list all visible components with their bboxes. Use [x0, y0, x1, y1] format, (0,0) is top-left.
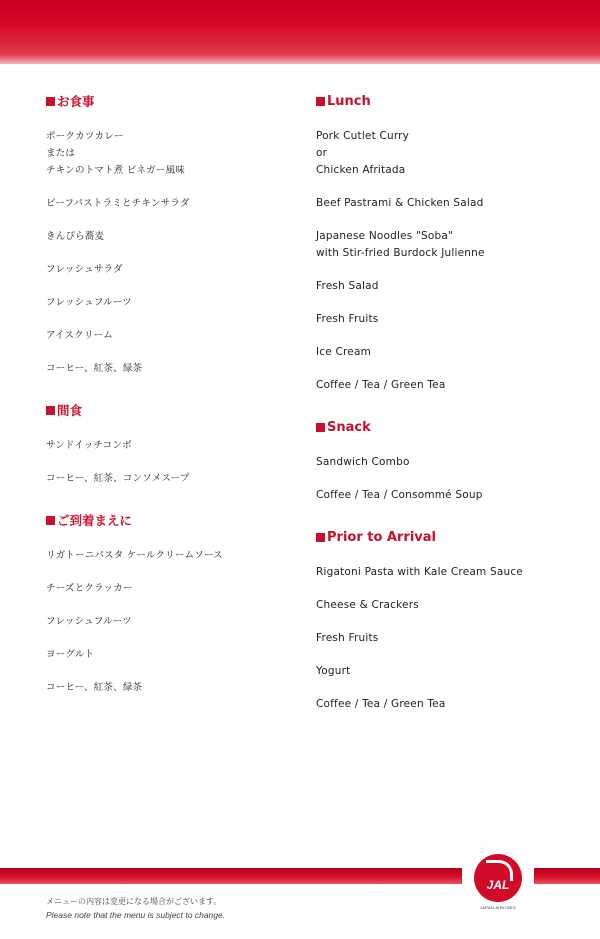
japanese-menu-column	[46, 92, 296, 720]
menu-item-line: Sandwich Combo	[316, 456, 410, 468]
section-title: Lunch	[327, 93, 371, 109]
section-heading	[46, 92, 296, 110]
menu-item	[46, 470, 296, 487]
section-title: ご到着まえに	[57, 513, 133, 528]
footer-note-en: Please note that the menu is subject to change.	[46, 910, 226, 920]
menu-item-line: Chicken Afritada	[316, 164, 406, 176]
section-title: お食事	[57, 94, 95, 109]
crane-icon	[486, 860, 513, 881]
square-bullet-icon	[46, 97, 55, 106]
menu-item-line: with Stir-fried Burdock Julienne	[316, 247, 485, 259]
menu-item-line: Yogurt	[316, 665, 351, 677]
menu-item-line: チキンのトマト煮 ビネガー風味	[46, 165, 185, 176]
menu-section	[46, 401, 296, 487]
menu-item-line: チーズとクラッカー	[46, 583, 133, 594]
menu-item-line: フレッシュフルーツ	[46, 616, 132, 627]
menu-item-line: ポークカツカレー	[46, 131, 124, 142]
menu-section	[316, 418, 586, 504]
square-bullet-icon	[316, 533, 325, 542]
crane-circle-icon	[474, 854, 522, 902]
menu-item-line: ヨーグルト	[46, 649, 95, 660]
menu-item	[316, 630, 586, 647]
menu-item	[46, 580, 296, 597]
english-menu-column	[316, 92, 586, 737]
section-heading	[316, 418, 586, 436]
section-heading	[46, 401, 296, 419]
jal-logo	[462, 850, 534, 920]
section-title: 間食	[57, 403, 83, 418]
menu-item-line: Japanese Noodles "Soba"	[316, 230, 454, 242]
menu-item-line: サンドイッチコンボ	[46, 440, 132, 451]
menu-item-line: Pork Cutlet Curry	[316, 130, 410, 142]
section-heading	[46, 511, 296, 529]
menu-item	[316, 195, 586, 212]
menu-item	[316, 344, 586, 361]
menu-item	[46, 679, 296, 696]
menu-item-line: コーヒー、紅茶、緑茶	[46, 363, 143, 374]
menu-section	[316, 528, 586, 713]
top-red-band	[0, 0, 600, 64]
menu-item	[46, 327, 296, 344]
menu-item-line: Rigatoni Pasta with Kale Cream Sauce	[316, 566, 523, 578]
section-title: Prior to Arrival	[327, 529, 436, 545]
menu-item	[316, 696, 586, 713]
menu-item	[46, 646, 296, 663]
menu-item-line: リガトーニパスタ ケールクリームソース	[46, 550, 223, 561]
menu-item	[316, 228, 586, 262]
menu-item	[316, 564, 586, 581]
menu-item-line: ビーフパストラミとチキンサラダ	[46, 198, 190, 209]
menu-item	[46, 437, 296, 454]
menu-item-line: フレッシュフルーツ	[46, 297, 132, 308]
menu-item-line: Coffee / Tea / Green Tea	[316, 379, 446, 391]
menu-item-line: アイスクリーム	[46, 330, 113, 341]
menu-item-line: or	[316, 147, 328, 159]
menu-section	[46, 511, 296, 696]
menu-item	[46, 128, 296, 179]
menu-item-line: きんぴら蕎麦	[46, 231, 105, 242]
menu-item-line: Beef Pastrami & Chicken Salad	[316, 197, 484, 209]
menu-item-line: コーヒー、紅茶、コンソメスープ	[46, 473, 190, 484]
menu-item	[316, 487, 586, 504]
menu-section	[46, 92, 296, 377]
menu-item	[316, 128, 586, 179]
menu-item	[46, 360, 296, 377]
square-bullet-icon	[46, 516, 55, 525]
menu-item	[46, 547, 296, 564]
menu-section	[316, 92, 586, 394]
square-bullet-icon	[46, 406, 55, 415]
section-title: Snack	[327, 419, 371, 435]
menu-item-line: コーヒー、紅茶、緑茶	[46, 682, 143, 693]
menu-item	[46, 294, 296, 311]
menu-item	[316, 278, 586, 295]
menu-item-line: Ice Cream	[316, 346, 372, 358]
menu-item-line: フレッシュサラダ	[46, 264, 123, 275]
menu-item-line: Fresh Fruits	[316, 313, 379, 325]
square-bullet-icon	[316, 97, 325, 106]
menu-item	[316, 454, 586, 471]
footer-note	[46, 896, 225, 920]
logo-subtitle: JAPAN AIRLINES	[480, 905, 516, 910]
menu-item	[46, 228, 296, 245]
menu-item	[316, 663, 586, 680]
section-heading	[316, 528, 586, 546]
menu-item-line: Fresh Fruits	[316, 632, 379, 644]
menu-item	[46, 613, 296, 630]
menu-item	[46, 261, 296, 278]
menu-item	[316, 597, 586, 614]
menu-item-line: Fresh Salad	[316, 280, 379, 292]
footer-note-ja: メニューの内容は変更になる場合がございます。	[46, 897, 222, 906]
square-bullet-icon	[316, 423, 325, 432]
menu-item-line: Cheese & Crackers	[316, 599, 419, 611]
logo-text: JAL	[486, 878, 510, 892]
menu-item	[46, 195, 296, 212]
menu-item	[316, 311, 586, 328]
menu-item-line: Coffee / Tea / Green Tea	[316, 698, 446, 710]
menu-item	[316, 377, 586, 394]
menu-item-line: または	[46, 148, 76, 159]
menu-item-line: Coffee / Tea / Consommé Soup	[316, 489, 483, 501]
section-heading	[316, 92, 586, 110]
